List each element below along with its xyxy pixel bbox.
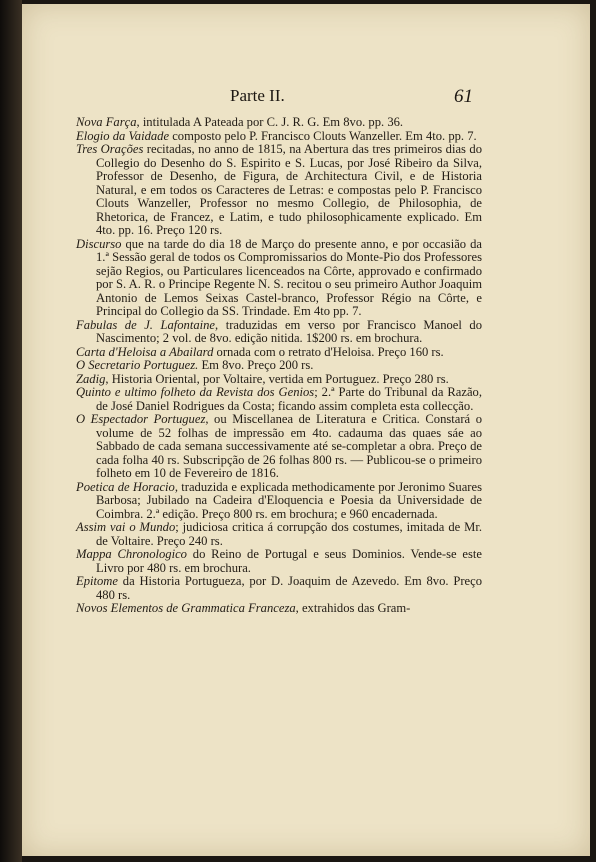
book-gutter — [0, 0, 22, 862]
entry-text: , ou Miscellanea de Literatura e Critica. Constará o volume de 52 folhas de impressão em 4to. cadauma das quaes sáe ao Sabbado de cada semana successivamente até se-completar a obra. Preço de cada folha 40 rs. Subscripção de 26 folhas 800 rs. — Publicou-se o primeiro folheto em 10 de Fevereiro de 1816. — [96, 412, 482, 480]
catalog-entry — [76, 481, 482, 522]
catalog-entry — [76, 116, 482, 130]
entry-title: Poetica de Horacio — [76, 479, 175, 494]
entry-text: ; 2.ª Parte do Tribunal da Razão, de José Daniel Rodrigues da Costa; ficando assim completa esta collecção. — [96, 385, 482, 413]
entry-title: Elogio da Vaidade — [76, 128, 170, 143]
catalog-entry — [76, 130, 482, 144]
catalog-entry — [76, 143, 482, 238]
entry-text: Em 8vo. Preço 200 rs. — [198, 358, 314, 372]
entry-title: Nova Farça — [76, 115, 137, 129]
catalog-entry — [76, 346, 482, 360]
entry-title: Quinto e ultimo folheto da Revista dos Genios — [76, 385, 315, 399]
entry-title: Novos Elementos de Grammatica Franceza — [76, 601, 296, 615]
entry-text: , traduzida e explicada methodicamente por Jeronimo Suares Barbosa; Jubilado na Cadeira d'Eloquencia e Poesia da Universidade de Coimbra. 2.ª edição. Preço 800 rs. em brochura; e 960 encadernada. — [96, 479, 482, 521]
catalog-entries — [76, 116, 482, 616]
catalog-entry — [76, 373, 482, 387]
entry-text: composto pelo P. Francisco Clouts Wanzeller. Em 4to. pp. 7. — [169, 128, 477, 143]
entry-text: ornada com o retrato d'Heloisa. Preço 160 rs. — [213, 344, 444, 359]
entry-title: Epitome — [76, 574, 118, 588]
entry-title: Mappa Chronologico — [76, 547, 187, 561]
catalog-entry — [76, 575, 482, 602]
page-header — [22, 86, 590, 114]
entry-title: Fabulas de J. Lafontaine — [76, 317, 216, 332]
entry-text: do Reino de Portugal e seus Dominios. Vende-se este Livro por 480 rs. em brochura. — [96, 547, 482, 575]
catalog-entry — [76, 386, 482, 413]
entry-text: , traduzidas em verso por Francisco Manoel do Nascimento; 2 vol. de 8vo. edição nitida. 1$200 rs. em brochura. — [96, 317, 482, 345]
entry-title: O Espectador Portuguez — [76, 412, 206, 426]
entry-title: O Secretario Portuguez. — [76, 358, 199, 372]
entry-title: Tres Orações — [76, 142, 144, 156]
catalog-entry — [76, 548, 482, 575]
catalog-entry — [76, 602, 482, 616]
catalog-entry — [76, 521, 482, 548]
entry-title: Discurso — [76, 236, 122, 251]
catalog-entry — [76, 359, 482, 373]
entry-text: , Historia Oriental, por Voltaire, vertida em Portuguez. Preço 280 rs. — [105, 371, 449, 386]
entry-title: Carta d'Heloisa a Abailard — [76, 344, 214, 359]
catalog-entry — [76, 319, 482, 346]
entry-title: Zadig — [76, 371, 106, 386]
entry-title: Assim vai o Mundo — [76, 520, 176, 534]
catalog-entry — [76, 238, 482, 319]
running-title: Parte II. — [230, 86, 285, 105]
entry-text: , extrahidos das Gram- — [295, 601, 411, 615]
entry-text: recitadas, no anno de 1815, na Abertura das tres primeiros dias do Collegio do Desenho do S. Espirito e S. Lucas, por José Ribeiro da Silva, Professor de Desenho, de Figura, de Architectura Civil, e de Historia Natural, e em todos os Caracteres de Letras: e compostas pelo P. Francisco Clouts Wanzeller, Professor no mesmo Collegio, de Philosophia, de Rhetorica, de Francez, e Latim, e tudo philosophicamente explicado. Em 4to. pp. 16. Preço 120 rs. — [96, 142, 482, 237]
book-page — [22, 4, 590, 856]
page-number: 61 — [454, 86, 473, 107]
entry-text: , intitulada A Pateada por C. J. R. G. Em 8vo. pp. 36. — [136, 115, 404, 129]
catalog-entry — [76, 413, 482, 481]
entry-text: da Historia Portugueza, por D. Joaquim de Azevedo. Em 8vo. Preço 480 rs. — [96, 574, 482, 602]
entry-text: ; judiciosa critica á corrupção dos costumes, imitada de Mr. de Voltaire. Preço 240 rs. — [96, 520, 482, 548]
entry-text: que na tarde do dia 18 de Março do presente anno, e por occasião da 1.ª Sessão geral de todos os Compromissarios do Monte-Pio dos Professores sejão Regios, ou Particulares licenceados na Côrte, approvado e confirmado por S. A. R. o Principe Regente N. S. recitou o seu primeiro Author Joaquim Antonio de Lemos Seixas Castel-branco, Professor Régio na Côrte, e Principal do Collegio da SS. Trindade. Em 4to pp. 7. — [96, 236, 482, 318]
